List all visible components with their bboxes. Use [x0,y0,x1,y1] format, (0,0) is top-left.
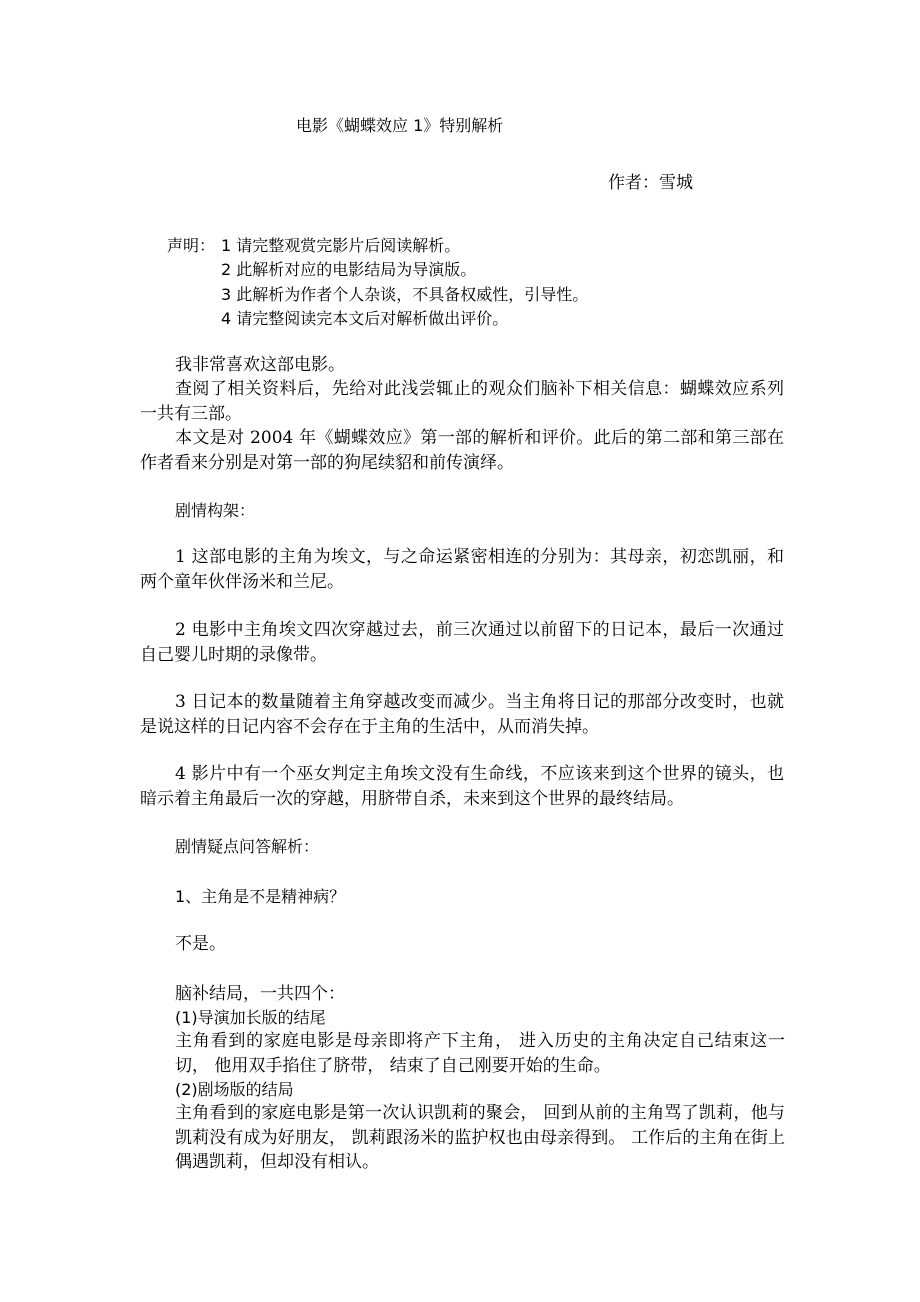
declaration-label: 声明： [167,236,216,255]
author-line: 作者：雪城 [608,173,693,193]
declaration-item-4: 4 请完整阅读完本文后对解析做出评价。 [221,309,509,328]
declaration-item-3: 3 此解析为作者个人杂谈，不具备权威性，引导性。 [221,285,589,304]
intro-paragraph-1: 我非常喜欢这部电影。 [175,355,345,375]
answer-1: 不是。 [175,934,226,954]
ending-2-text: 主角看到的家庭电影是第一次认识凯莉的聚会， 回到从前的主角骂了凯莉，他与凯莉没有成为好朋友， 凯莉跟汤米的监护权也由母亲得到。 工作后的主角在街上偶遇凯莉，但却没有相认。 [175,1103,785,1172]
endings-intro: 脑补结局，一共四个： [175,984,345,1004]
intro-paragraph-2: 查阅了相关资料后，先给对此浅尝辄止的观众们脑补下相关信息：蝴蝶效应系列一共有三部。 [140,379,784,424]
plot-point-1: 1 这部电影的主角为埃文，与之命运紧密相连的分别为：其母亲，初恋凯丽，和两个童年伙伴汤米和兰尼。 [140,547,784,592]
document-title: 电影《蝴蝶效应 1》特别解析 [296,116,504,135]
intro-paragraph-3: 本文是对 2004 年《蝴蝶效应》第一部的解析和评价。此后的第二部和第三部在作者看来分别是对第一部的狗尾续貂和前传演绎。 [140,428,784,473]
ending-1-title: (1)导演加长版的结尾 [175,1008,326,1027]
qa-heading: 剧情疑点问答解析： [175,837,320,856]
plot-point-3: 3 日记本的数量随着主角穿越改变而减少。当主角将日记的那部分改变时，也就是说这样的日记内容不会存在于主角的生活中，从而消失掉。 [140,692,784,737]
declaration-item-2: 2 此解析对应的电影结局为导演版。 [221,260,477,279]
plot-point-4: 4 影片中有一个巫女判定主角埃文没有生命线，不应该来到这个世界的镜头，也暗示着主角最后一次的穿越，用脐带自杀，未来到这个世界的最终结局。 [140,764,784,809]
declaration-item-1: 1 请完整观赏完影片后阅读解析。 [221,236,461,255]
ending-1-text: 主角看到的家庭电影是母亲即将产下主角， 进入历史的主角决定自己结束这一切， 他用双手掐住了脐带， 结束了自己刚要开始的生命。 [175,1031,785,1076]
plot-point-2: 2 电影中主角埃文四次穿越过去，前三次通过以前留下的日记本，最后一次通过自己婴儿时期的录像带。 [140,620,784,665]
ending-2-title: (2)剧场版的结局 [175,1080,294,1099]
plot-heading: 剧情构架： [175,501,256,520]
question-1: 1、主角是不是精神病？ [175,887,346,906]
